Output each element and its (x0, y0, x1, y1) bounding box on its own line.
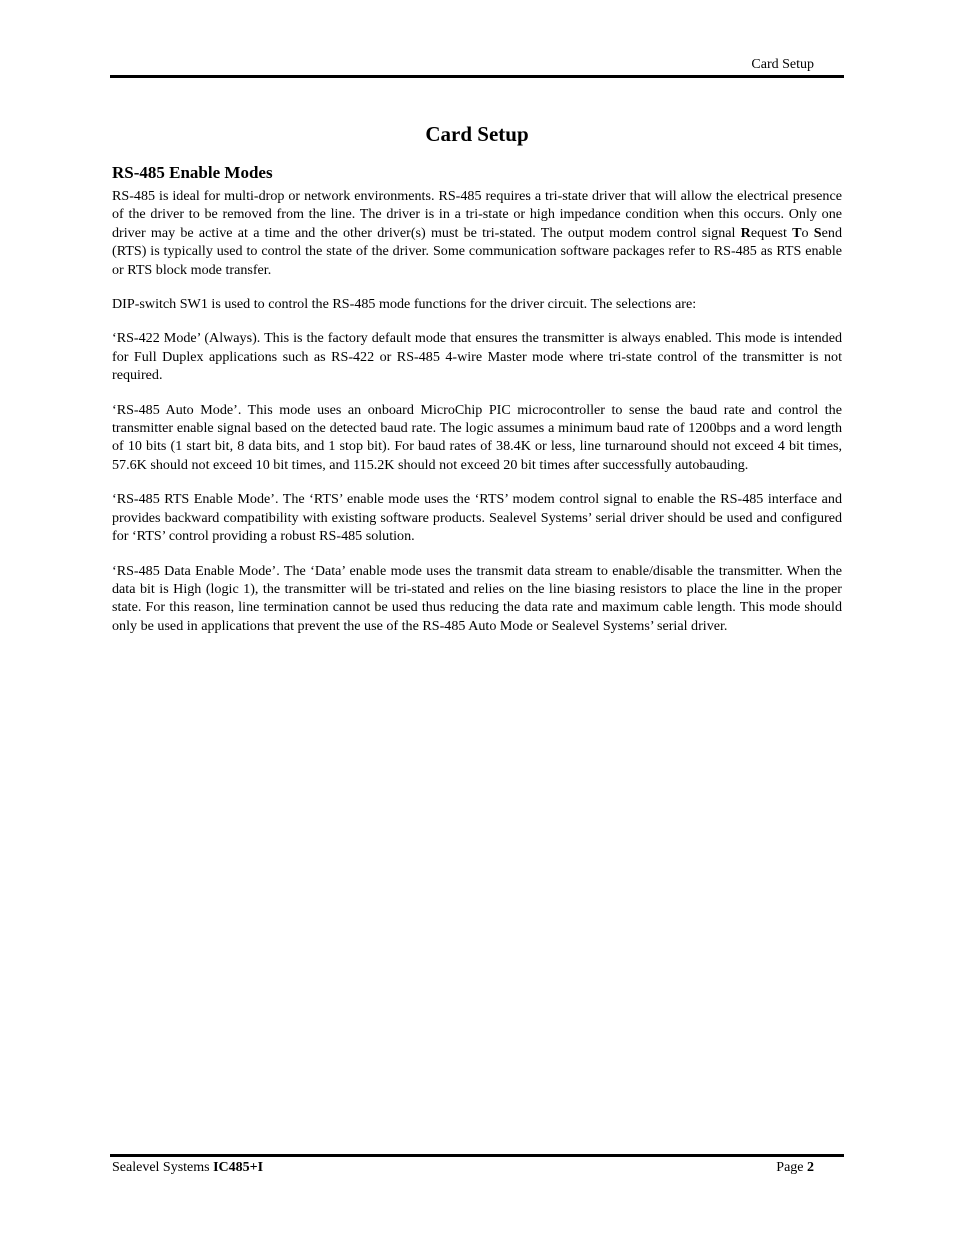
intro-text: end (RTS) is typically used to control the state of the driver. Some communication software packages refer to RS-485 as RTS enable or RTS block mode transfer. (112, 224, 842, 278)
paragraph-dip-switch: DIP-switch SW1 is used to control the RS-485 mode functions for the driver circuit. The selections are: (112, 296, 697, 313)
header-divider (110, 75, 844, 78)
page-title: Card Setup (425, 122, 529, 146)
footer-page (776, 1160, 814, 1176)
paragraph-auto-mode: ‘RS-485 Auto Mode’. This mode uses an onboard MicroChip PIC microcontroller to sense the baud rate and control the transmitter enable signal based on the detected baud rate. The logic assumes a minimum baud rate of 1200bps and a word length of 10 bits (1 start bit, 8 data bits, and 1 stop bit). For baud rates of 38.4K or less, line turnaround should not exceed 4 bit times, 57.6K should not exceed 10 bit times, and 115.2K should not exceed 20 bit times after successfully autobauding. (112, 401, 842, 473)
running-header: Card Setup (751, 57, 814, 72)
page-label: Page (776, 1160, 807, 1175)
intro-paragraph (112, 187, 842, 279)
page-number: 2 (807, 1160, 814, 1175)
footer-company: Sealevel Systems (112, 1160, 214, 1175)
footer-product-name: IC485+I (213, 1160, 264, 1175)
emphasis-r: R (740, 224, 751, 241)
emphasis-s: S (813, 224, 822, 241)
section-body (112, 187, 842, 651)
footer-product (112, 1160, 263, 1176)
footer-divider (110, 1154, 844, 1157)
paragraph-data-mode: ‘RS-485 Data Enable Mode’. The ‘Data’ enable mode uses the transmit data stream to enable/disable the transmitter. When the data bit is High (logic 1), the transmitter will be tri-stated and relies on the line biasing resistors to place the line in the proper state. For this reason, line termination cannot be used thus reducing the data rate and maximum cable length. This mode should only be used in applications that prevent the use of the RS-485 Auto Mode or Sealevel Systems’ serial driver. (112, 562, 842, 634)
intro-text: RS-485 is ideal for multi-drop or network environments. RS-485 requires a tri-state driver that will allow the electrical presence of the driver to be removed from the line. The driver is in a tri-state or high impedance condition when this occurs. Only one driver may be active at a time and the other driver(s) must be tri-stated. The output modem control signal (112, 188, 842, 241)
intro-text: equest (750, 224, 793, 241)
emphasis-t: T (792, 224, 802, 241)
section-heading: RS-485 Enable Modes (112, 163, 273, 182)
paragraph-rs422-mode: ‘RS-422 Mode’ (Always). This is the factory default mode that ensures the transmitter is always enabled. This mode is intended for Full Duplex applications such as RS-422 or RS-485 4-wire Master mode where tri-state control of the transmitter is not required. (112, 330, 842, 384)
intro-text: o (801, 224, 814, 241)
paragraph-rts-mode: ‘RS-485 RTS Enable Mode’. The ‘RTS’ enable mode uses the ‘RTS’ modem control signal to enable the RS-485 interface and provides backward compatibility with existing software products. Sealevel Systems’ serial driver should be used and configured for ‘RTS’ control providing a robust RS-485 solution. (112, 491, 842, 545)
